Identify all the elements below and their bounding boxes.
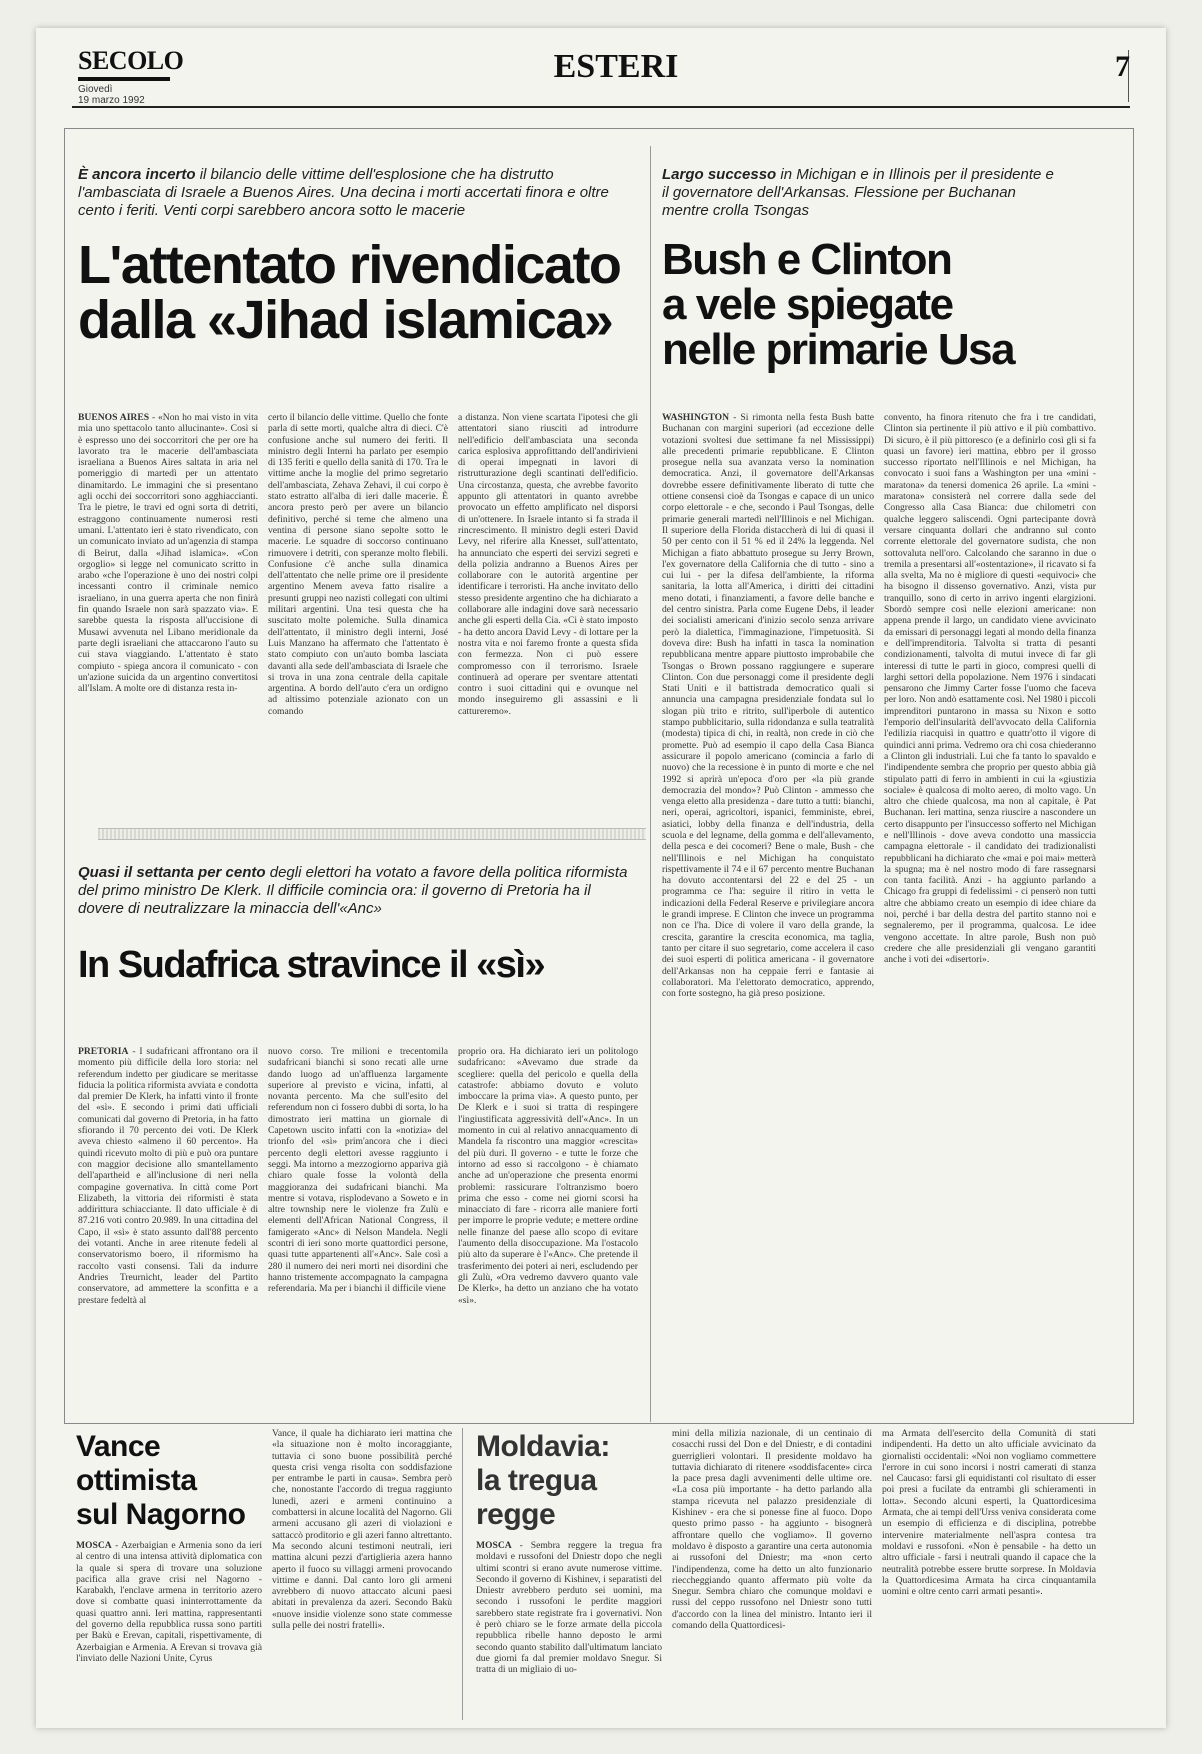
primarie-headline: Bush e Clinton a vele spiegate nelle primarie Usa — [662, 235, 1015, 374]
sudafrica-column-2: nuovo corso. Tre milioni e trecentomila sudafricani bianchi si sono recati alle urne dando luogo ad un'affluenza largamente superiore al previsto e vicina, infatti, al novanta percento. Ma che sull'esito del referendum non ci fossero dubbi di sorta, lo ha dimostrato ieri mattina un giornale di Capetown uscito infatti con la «notizia» del trionfo del «sì» prim'ancora che i dieci percento degli elettori avesse raggiunto i seggi. Ma intorno a mezzogiorno appariva già chiaro quale fosse la volontà della maggioranza dei sudafricani bianchi. Ma mentre si votava, risplodevano a Soweto e in altre township nere le violenze fra Zulù e elementi dell'African National Congress, il famigerato «Anc» di Nelson Mandela. Negli scontri di ieri sono morte quattordici persone, quasi tutte appartenenti all'«Anc». Sale così a 280 il numero dei neri morti nei disordini che hanno tristemente accompagnato la campagna referendaria. Ma per i bianchi il difficile viene — [268, 1046, 448, 1295]
section-divider-band — [98, 828, 646, 840]
column-divider — [650, 146, 651, 1422]
attentato-column-2: certo il bilancio delle vittime. Quello che fonte parla di sette morti, qualche altra di dieci. C'è confusione anche sul numero dei feriti. Il ministro degli Interni ha parlato per esempio di 135 feriti e quello della sanità di 170. Tra le vittime anche la moglie del primo segretario dell'ambasciata, Zehava Zehavi, il cui corpo è stato estratto all'alba di ieri dalle macerie. È ancora presto però per avere un bilancio definitivo, perché si teme che almeno una ventina di persone siano sepolte sotto le macerie. Le squadre di soccorso continuano rimuovere i detriti, con speranze molto flebili. Confusione c'è anche sulla dinamica dell'attentato che nelle prime ore il presidente argentino Menem aveva fatto risalire a presunti gruppi neo nazisti collegati con ultimi militari argentini. Una tesi questa che ha suscitato molte polemiche. Sulla dinamica dell'attentato, il ministro degli interni, José Luis Manzano ha affermato che l'attentato è stato compiuto con un'auto bomba lasciata davanti alla sede dell'ambasciata di Israele che si trova in una zona centrale della capitale argentina. A bordo dell'auto c'era un ordigno ad altissimo potenziale azionato con un comando — [268, 412, 448, 717]
column-divider — [462, 1428, 463, 1720]
vance-column-1: MOSCA - Azerbaigian e Armenia sono da ieri al centro di una intensa attività diplomatica con la quale si spera di trovare una soluzione pacifica alla grave crisi nel Nagorno - Karabakh, l'enclave armena in territorio azero dove si combatte quasi ininterrottamente da quasi quattro anni. Ieri mattina, rappresentanti del governo della repubblica russa sono partiti per Bakù e Erevan, capitali, rispettivamente, di Azerbaigian e Armenia. A Erevan si trovava già l'inviato delle Nazioni Unite, Cyrus — [76, 1540, 262, 1664]
sudafrica-column-1: PRETORIA - I sudafricani affrontano ora il momento più difficile della loro storia: nel referendum indetto per giudicare se meritasse fiducia la politica riformista avviata e condotta dal premier De Klerk, ha infatti vinto il fronte del «sì». E secondo i primi dati ufficiali comunicati dal governo di Pretoria, in ha fatto sfiorando il 70 percento dei voti. De Klerk aveva chiesto «almeno il 60 percento». Ha quindi ricevuto molto di più e può ora puntare con maggior decisione allo smantellamento dell'apartheid e all'inclusione di neri nella compagine governativa. In città come Port Elizabeth, la vittoria dei riformisti è stata addirittura schiacciante. Il dato ufficiale è di 87.216 voti contro 20.989. In una cittadina del Capo, il «sì» è stato assunto dall'88 percento dei votanti. Anche in aree ritenute fedeli al conservatorismo boero, il riformismo ha raccolto vasti consensi. Tali da indurre Andries Treurnicht, leader del Partito conservatore, ad ammettere la sconfitta e a prestare fedeltà al — [78, 1046, 258, 1306]
publication-date: Giovedì 19 marzo 1992 — [78, 84, 145, 106]
newspaper-page — [36, 28, 1166, 1728]
masthead-rule — [72, 106, 1130, 108]
attentato-headline: L'attentato rivendicato dalla «Jihad islamica» — [78, 235, 621, 351]
sudafrica-headline: In Sudafrica stravince il «sì» — [78, 944, 545, 986]
attentato-column-3: a distanza. Non viene scartata l'ipotesi che gli attentatori siano riusciti ad introdurre nell'edificio dell'ambasciata una seconda carica esplosiva approfittando dell'andirivieni di operai impegnati in lavori di ristrutturazione degli scantinati dell'edificio. Una circostanza, questa, che avrebbe favorito appunto gli attentatori in quanto avrebbe provocato un effetto amplificato nel disporsi di un'ottenere. In Israele intanto si fa strada il rincrescimento. Il ministro degli esteri David Levy, nel riferire alla Knesset, sull'attentato, ha annunciato che esperti dei servizi segreti e della polizia andranno a Buenos Aires per collaborare con le autorità argentine per identificare i terroristi. Ha anche invitato dello stesso presidente argentino che ha dichiarato a collaborare alle indagini dove sarà necessario anche gli esperti della Cia. «Ci è stato imposto - ha detto ancora David Levy - di lottare per la nostra vita e noi faremo fronte a questa sfida con fermezza. Non ci può essere compromesso con il terrorismo. Israele continuerà ad operare per sventare attentati contro i suoi cittadini qui e ovunque nel mondo inseguiremo gli assassini e li cattureremo». — [458, 412, 638, 717]
moldavia-headline: Moldavia: la tregua regge — [476, 1430, 610, 1531]
primarie-kicker: Largo successo in Michigan e in Illinois per il presidente e il governatore dell'Arkansas. Flessione per Buchanan mentre crolla Tsongas — [662, 166, 1054, 219]
sudafrica-kicker: Quasi il settanta per cento degli elettori ha votato a favore della politica riformista del primo ministro De Klerk. Il difficile comincia ora: il governo di Pretoria ha il dovere di neutralizzare la minaccia dell'«Anc» — [78, 864, 628, 917]
primarie-column-1: WASHINGTON - Si rimonta nella festa Bush batte Buchanan con margini superiori (ad eccezione delle votazioni svoltesi due settimane fa nel Mississippi) alle precedenti primarie repubblicane. E Clinton prosegue nella sua avanzata verso la nomination democratica. Anzi, il governatore dell'Arkansas dovrebbe essere definitivamente liberato di tutte che ottiene consensi cioè da Tsongas e capace di un unico corpo elettorale - e che, secondo i Paul Tsongas, delle primarie generali martedì nell'Illinois e nel Michigan. Il superiore della Florida distaccherà di lui di quasi il 50 per cento con il 51 % ed il 24% la leggenda. Nel Michigan a fiato abbattuto prosegue su Jerry Brown, l'ex governatore della California che di tutto - sino a cui lui - per la difesa dell'ambiente, la riforma sanitaria, la lotta all'America, i diritti dei cittadini meno dotati, i finanziamenti, a favore delle banche e del centro sinistra. Parla come Eugene Debs, il leader dei socialisti americani d'inizio secolo senza arrivare però la dialettica, l'immaginazione, l'impetuosità. Si doveva dire: Bush ha infatti in tasca la nomination repubblicana mentre appare piuttosto improbabile che Tsongas o Brown possano raggiungere e superare Clinton. Con due personaggi come il presidente degli Stati Uniti e il battistrada democratico quali si annuncia una campagna presidenziale fondata sul lo slogan più trito e ritrito, sull'iperbole di autentico stampo pubblicitario, sulla ridondanza e sulla teatralità (modesta) tipica di chi, in realtà, non crede in ciò che promette. Può ad esempio il capo della Casa Bianca assicurare il popolo americano (comincia a farlo di nuovo) che la recessione è in punto di morte e che nel 1992 si aprirà un'epoca d'oro per «la più grande democrazia del mondo»? Può Clinton - ammesso che venga eletto alla presidenza - dare tutto a tutti: bianchi, neri, operai, agricoltori, ispanici, femministe, ebrei, asiatici, lobby della finanza e dell'industria, della scuola e del legname, della gomma e dell'allevamento, della pesca e dei cocomeri? Bene o male, Bush - che nell'Illinois e nel Michigan ha conquistato rispettivamente il 74 e il 67 percento mentre Buchanan ha dovuto accontentarsi del 22 e del 25 - un programma ce l'ha: seguire il ritiro in vetta le indicazioni della Federal Reserve e privilegiare ancora le grandi imprese. E Clinton che invece un programma non ce l'ha. Dice di volere il varo della grande, la crescita, garantire la crescita economica, ma taglia, tanto per citare il suo segretario, come accelera il caso dei suoi esperti di politica americana - il governatore dell'Arkansas non ha ceppaie ferri e fantasie ai collaboratori. Ma l'elettorato democratico, apprendo, con forte sostegno, ha già preso posizione. — [662, 412, 874, 1000]
vance-column-2: Vance, il quale ha dichiarato ieri mattina che «la situazione non è molto incoraggiante, tuttavia ci sono buone possibilità perché questa crisi venga risolta con soddisfazione per entrambe le parti in causa». Sembra però che, nonostante l'accordo di tregua raggiunto lunedì, azeri e armeni continuino a combattersi in alcune località del Nagorno. Gli armeni accusano gli azeri di violazioni e sattaccò proditorio e gli azeri fanno altrettanto. Ma secondo alcuni testimoni neutrali, ieri mattina alcuni pezzi d'artiglieria azera hanno aperto il fuoco su villaggi armeni provocando vittime e danni. Dal canto loro gli armeni avrebbero di nuovo attaccato alcuni paesi abitati in prevalenza da azeri. Secondo Bakù «nuove insidie violenze sono state commesse sulla pelle dei nostri fratelli». — [272, 1428, 452, 1632]
page-number: 7 — [1115, 50, 1130, 83]
primarie-column-2: convento, ha finora ritenuto che fra i tre candidati, Clinton sia pertinente il più attivo e il più combattivo. Di sicuro, è il più pittoresco (e a definirlo così gli si fa quasi un favore) ieri mattina, ebbro per il grosso successo riportato nell'Illinois e nel Michigan, ha convocato i suoi fans a Washington per una «mini - maratona» da tenersi domenica 26 aprile. La «mini - maratona» consisterà nel correre dalla sede del Congresso alla Casa Bianca: due chilometri con qualche leggero saliscendi. Ogni partecipante dovrà versare cinquanta dollari che andranno sul conto corrente elettorale del governatore sudista, che non sottovaluta nell'oro. Calcolando che saranno in due o tremila a presentarsi all'«ostentazione», il ricavato si fa alla svelta, Ma no è migliore di questi «equivoci» che ha bisogno il dissenso governativo. Anzi, vista pur tranquillo, sono di certo in arrivo ingenti elargizioni. Sbordò sempre così nelle elezioni americane: non appena prende il largo, un candidato viene avvicinato da emissari di personaggi legati al mondo della finanza e dell'imprenditoria. Talvolta si tratta di pesanti condizionamenti, talvolta di mutui invece di far gli interessi di tutte le parti in gioco, compresi quelli di larghi settori della popolazione. Nem 1976 i sindacati pensarono che Jimmy Carter fosse l'uomo che faceva per loro. Non andò esattamente così. Nel 1980 i piccoli imprenditori puntarono in massa su Nixon e sotto l'emporio dell'insularità dell'avvocato della California l'edilizia riacquisì in quattro e quattr'otto il vigore di quindici anni prima. Vedremo ora chi cosa chiederanno a Clinton gli industriali. Lui che fa tanto lo spavaldo e l'indipendente sembra che proprio per questo abbia già stipulato patti di ferro in ambienti in cui la «giustizia sociale» è qualcosa di molto aereo, di molto vago. Un altro che chiede qualcosa, ma non al capitale, è Pat Buchanan. Ieri mattina, senza riuscire a nascondere un certo disappunto per l'insuccesso sofferto nel Michigan e nell'Illinois - dove aveva condotto una massiccia campagna elettorale - il candidato dei tradizionalisti repubblicani ha dichiarato che «mai e poi mai» metterà la spugna; ma è nel nostro modo di fare rassegnarsi con tanta facilità. Anzi - ha aggiunto parlando a Chicago fra gruppi di fedelissimi - ci penserò non tutti altre che abbiamo creato un esempio di idee chiare da noi, perché i bar della destra del partito stanno noi e segnaleremo, per il programma, qualcosa. Le idee vengono accettate. In altre parole, Bush non può credere che alle presidenziali gli vengano garantiti anche i voti dei «disertori». — [884, 412, 1096, 966]
vance-headline: Vance ottimista sul Nagorno — [76, 1430, 246, 1531]
attentato-kicker: È ancora incerto il bilancio delle vittime dell'esplosione che ha distrutto l'ambasciata di Israele a Buenos Aires. Una decina i morti accertati finora e oltre cento i feriti. Venti corpi sarebbero ancora sotto le macerie — [78, 166, 609, 219]
section-title: ESTERI — [553, 48, 679, 85]
moldavia-column-3: ma Armata dell'esercito della Comunità di stati indipendenti. Ha detto un alto ufficiale avvicinato da giornalisti occidentali: «Noi non vogliamo commettere l'errore in cui sono incorsi i nostri camerati di stanza nel Caucaso: farsi gli equidistanti col risultato di esser poi presi a fucilate da entrambi gli schieramenti in lotta». Secondo alcuni esperti, la Quattordicesima Armata, che ai tempi dell'Urss veniva considerata come un esempio di efficienza e di disciplina, potrebbe intervenire materialmente nell'aspra contesa tra moldavi e russofoni. «Non è pensabile - ha detto un altro ufficiale - farsi i neutrali quando il capace che la neutralità potrebbe essere brutte sorprese. In Moldavia la Quattordicesima Armata ha circa cinquantamila uomini e oltre cento carri armati pesanti». — [882, 1428, 1096, 1598]
moldavia-column-1: MOSCA - Sembra reggere la tregua fra moldavi e russofoni del Dniestr dopo che negli ultimi scontri si erano avute numerose vittime. Secondo il governo di Kishinev, i separatisti del Dniestr avrebbero perduto sei uomini, ma secondo i russofoni le perdite maggiori sarebbero state registrate fra i governativi. Non è però chiaro se le forze armate della piccola repubblica ribelle hanno deposto le armi secondo quanto stabilito dall'ultimatum lanciato due giorni fa dal premier moldavo Snegur. Si tratta di un migliaio di uo- — [476, 1540, 662, 1676]
moldavia-column-2: mini della milizia nazionale, di un centinaio di cosacchi russi del Don e del Dniestr, e di contadini guerriglieri volontari. Il presidente moldavo ha tuttavia dichiarato di ritenere «soddisfacente» circa la pace presa dagli avvenimenti delle ultime ore. «La cosa più importante - ha detto parlando alla stampa ricevuta nel palazzo presidenziale di Kishinev - era che si ponesse fine al fuoco. Dopo questo primo passo - ha aggiunto - bisognerà affrontare quello che vogliamo». Il governo moldavo è disposto a garantire una certa autonomia ai russofoni del Dniestr; ma «non certo l'indipendenza, come ha detto un alto funzionario rieccheggiando quanto affermato più volte da Snegur. Sembra chiaro che comunque moldavi e russi del ceppo russofono nel Dniestr sono tutti d'accordo con la linea del ministro. Intanto ieri il comando della Quattordicesi- — [672, 1428, 872, 1632]
newspaper-logo: SECOLO — [78, 46, 183, 81]
attentato-column-1: BUENOS AIRES - «Non ho mai visto in vita mia uno spettacolo tanto allucinante». Così si è espresso uno dei soccorritori che per ore ha lavorato tra le macerie dell'ambasciata israeliana a Buenos Aires saltata in aria nel pomeriggio di martedì per un attentato dinamitardo. Le immagini che si presentano agli occhi dei soccorritori sono agghiaccianti. Tra le pietre, le travi ed ogni sorta di detriti, estraggono continuamente numerosi resti umani. L'attentato ieri è stato rivendicato, con un comunicato inviato ad un'agenzia di stampa di Beirut, dalla «Jihad islamica». «Con orgoglio» si legge nel comunicato scritto in arabo «che l'operazione è uno dei nostri colpi incessanti contro il criminale nemico israeliano, in una guerra aperta che non finirà fin quando Israele non sarà spazzato via». E sarebbe questa la risposta all'uccisione di Musawi avvenuta nel Libano meridionale da parte degli israeliani che attaccarono l'auto su cui stava viaggiando. L'attentato è stato compiuto - spiega ancora il comunicato - con un'azione suicida da un argentino convertitosi all'Islam. A molte ore di distanza resta in- — [78, 412, 258, 695]
sudafrica-column-3: proprio ora. Ha dichiarato ieri un politologo sudafricano: «Avevamo due strade da scegliere: quella del pericolo e quella della catastrofe: abbiamo dovuto e voluto imboccare la prima via». A questo punto, per De Klerk e i suoi si tratta di respingere l'ingiustificata aggressività dell'«Anc». In un momento in cui al relativo annacquamento di Mandela fa riscontro una maggior «crescita» del più duri. Il governo - e tutte le forze che intorno ad esso si raccolgono - è chiamato anche ad un'operazione che presenta enormi problemi: rassicurare l'oltranzismo boero prima che esso - come nei giorni scorsi ha minacciato di fare - ricorra alle maniere forti per imporre le proprie vedute; e mettere ordine nelle finanze del paese allo scopo di evitare l'aumento della disoccupazione. Ma l'ostacolo più alto da superare è l'«Anc». Che pretende il trasferimento dei poteri ai neri, escludendo per gli Zulù, «Ora vedremo davvero quanto vale De Klerk», ha detto un anziano che ha votato «sì». — [458, 1046, 638, 1306]
